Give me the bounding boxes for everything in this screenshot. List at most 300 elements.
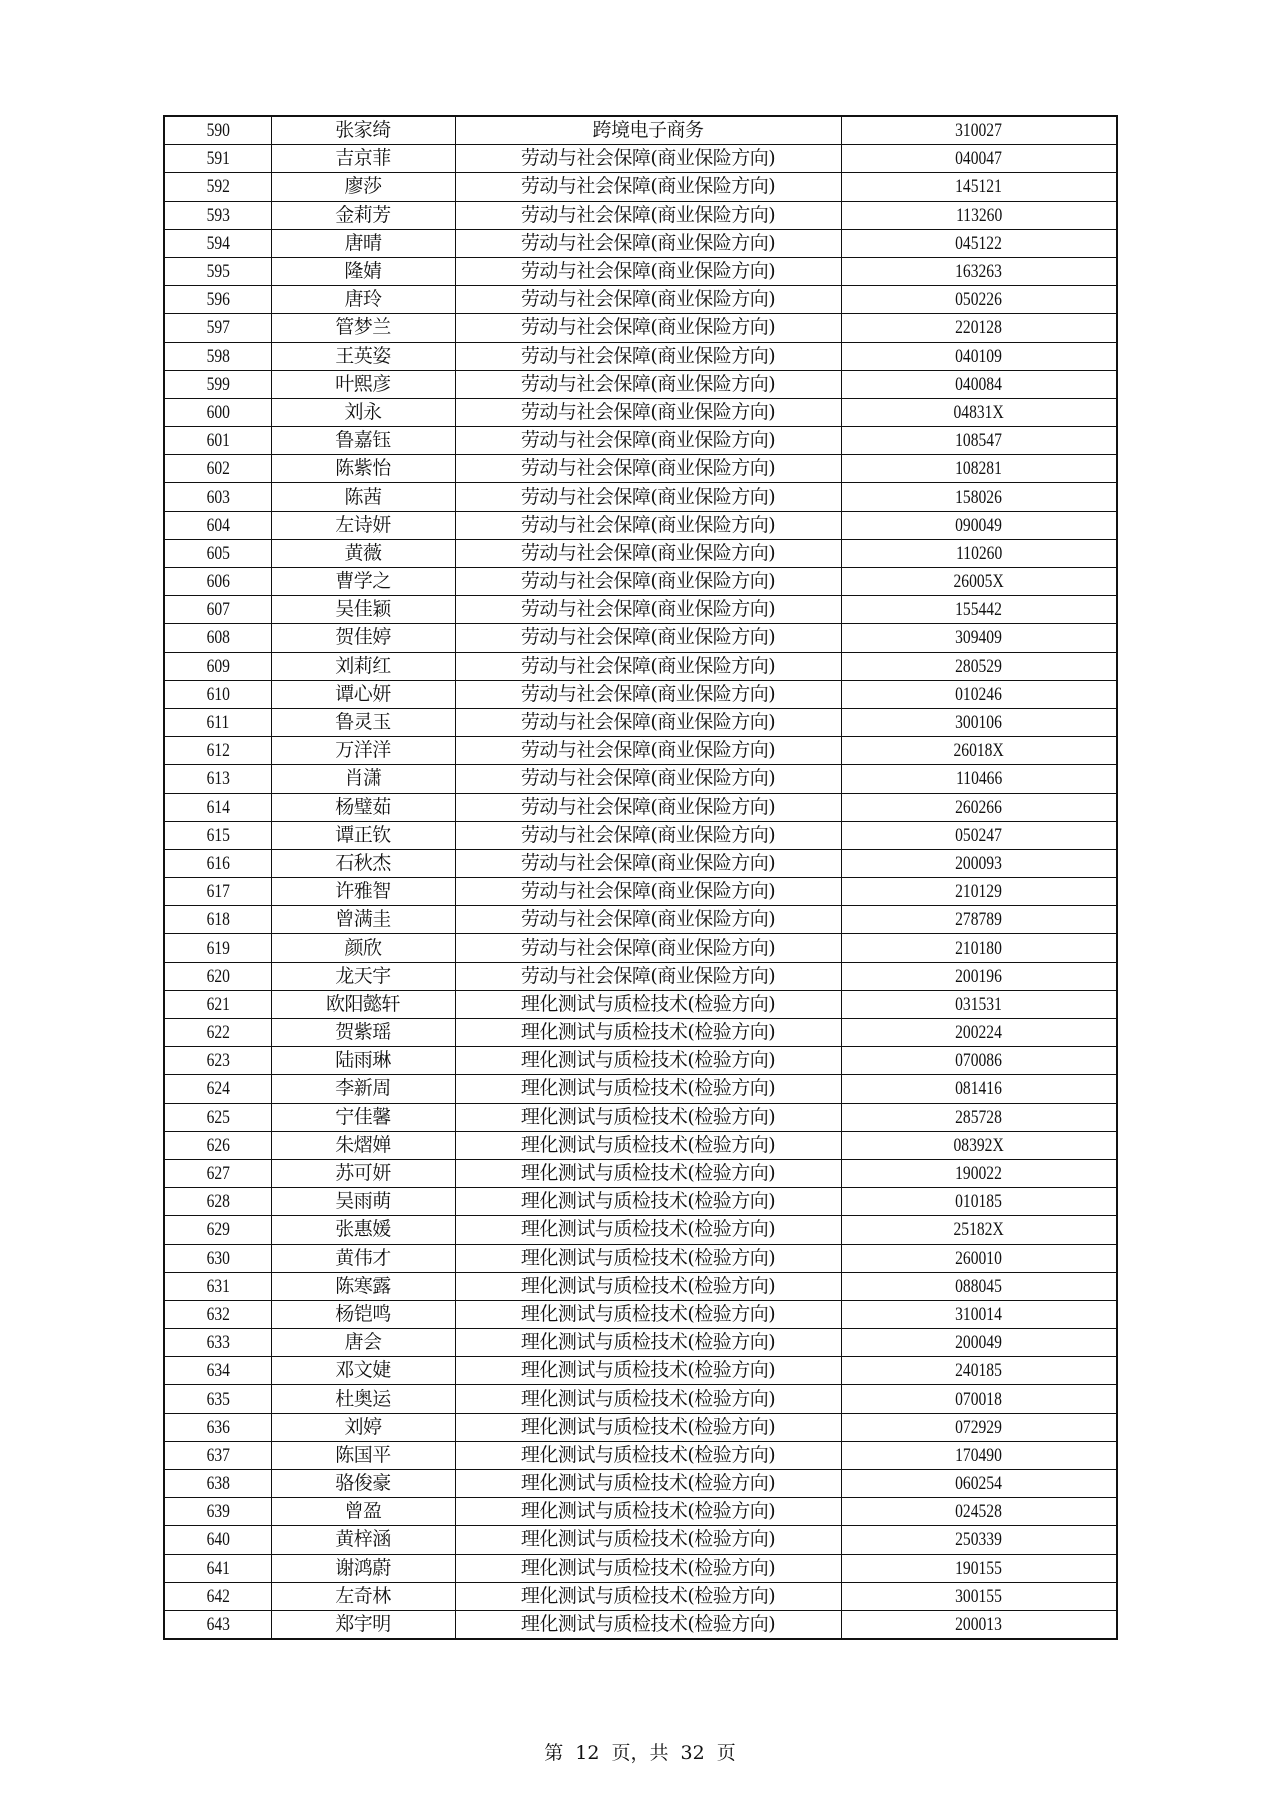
row-number-cell-text: 632 — [206, 1303, 230, 1325]
id-suffix-cell-text: 250339 — [955, 1529, 1003, 1551]
id-suffix-cell-text: 278789 — [955, 909, 1003, 931]
table-row — [164, 342, 1117, 370]
row-number-cell — [164, 1047, 271, 1075]
student-name-cell-text: 左奇林 — [335, 1584, 391, 1607]
row-number-cell-text: 614 — [206, 796, 230, 818]
major-cell — [455, 1554, 841, 1582]
row-number-cell-text: 618 — [206, 909, 230, 931]
student-name-cell-text: 陈紫怡 — [335, 457, 391, 480]
student-name-cell-text: 朱熠婵 — [335, 1133, 391, 1156]
major-cell — [455, 624, 841, 652]
student-name-cell-text: 刘婷 — [344, 1415, 382, 1438]
id-suffix-cell — [841, 1216, 1117, 1244]
student-name-cell-text: 吴雨萌 — [335, 1190, 391, 1213]
table-row — [164, 1526, 1117, 1554]
page-indicator: 第 12 页，共 32 页 — [544, 1742, 736, 1764]
row-number-cell-text: 591 — [206, 148, 230, 170]
id-suffix-cell-text: 260266 — [955, 796, 1003, 818]
major-cell-text: 理化测试与质检技术(检验方向) — [520, 1105, 776, 1128]
id-suffix-cell — [841, 1300, 1117, 1328]
major-cell — [455, 793, 841, 821]
id-suffix-cell-text: 200196 — [955, 965, 1003, 987]
id-suffix-cell — [841, 539, 1117, 567]
id-suffix-cell — [841, 286, 1117, 314]
student-name-cell-text: 隆婧 — [344, 260, 382, 283]
row-number-cell — [164, 1103, 271, 1131]
row-number-cell-text: 617 — [206, 881, 230, 903]
id-suffix-cell-text: 26018X — [953, 740, 1004, 762]
major-cell-text: 理化测试与质检技术(检验方向) — [520, 1246, 776, 1269]
major-cell — [455, 1300, 841, 1328]
major-cell-text: 劳动与社会保障(商业保险方向) — [520, 767, 776, 790]
row-number-cell-text: 623 — [206, 1050, 230, 1072]
id-suffix-cell — [841, 229, 1117, 257]
id-suffix-cell-text: 088045 — [955, 1275, 1003, 1297]
student-name-cell-text: 陈茜 — [344, 485, 382, 508]
row-number-cell-text: 602 — [206, 458, 230, 480]
row-number-cell-text: 597 — [206, 317, 230, 339]
major-cell-text: 劳动与社会保障(商业保险方向) — [520, 570, 776, 593]
student-name-cell — [271, 680, 455, 708]
id-suffix-cell — [841, 1188, 1117, 1216]
id-suffix-cell-text: 110466 — [955, 768, 1002, 790]
major-cell — [455, 878, 841, 906]
major-cell-text: 劳动与社会保障(商业保险方向) — [520, 936, 776, 959]
student-name-cell — [271, 934, 455, 962]
id-suffix-cell — [841, 1498, 1117, 1526]
id-suffix-cell-text: 070086 — [955, 1050, 1003, 1072]
major-cell-text: 劳动与社会保障(商业保险方向) — [520, 851, 776, 874]
id-suffix-cell-text: 155442 — [955, 599, 1003, 621]
id-suffix-cell-text: 240185 — [955, 1360, 1003, 1382]
id-suffix-cell — [841, 116, 1117, 145]
row-number-cell — [164, 455, 271, 483]
student-name-cell — [271, 1498, 455, 1526]
student-name-cell — [271, 511, 455, 539]
major-cell — [455, 1498, 841, 1526]
id-suffix-cell-text: 081416 — [955, 1078, 1003, 1100]
student-name-cell — [271, 286, 455, 314]
id-suffix-cell-text: 040084 — [955, 373, 1003, 395]
student-name-cell-text: 杜奥运 — [335, 1387, 391, 1410]
table-row — [164, 1159, 1117, 1187]
major-cell — [455, 539, 841, 567]
id-suffix-cell — [841, 765, 1117, 793]
student-name-cell — [271, 116, 455, 145]
table-row — [164, 398, 1117, 426]
major-cell-text: 劳动与社会保障(商业保险方向) — [520, 908, 776, 931]
row-number-cell-text: 627 — [206, 1163, 230, 1185]
id-suffix-cell — [841, 1582, 1117, 1610]
row-number-cell-text: 595 — [206, 261, 230, 283]
major-cell-text: 劳动与社会保障(商业保险方向) — [520, 372, 776, 395]
row-number-cell-text: 606 — [206, 571, 230, 593]
student-name-cell — [271, 539, 455, 567]
student-name-cell — [271, 765, 455, 793]
student-name-cell — [271, 398, 455, 426]
student-name-cell-text: 黄伟才 — [335, 1246, 391, 1269]
student-name-cell-text: 颜欣 — [344, 936, 382, 959]
major-cell — [455, 1329, 841, 1357]
id-suffix-cell — [841, 455, 1117, 483]
id-suffix-cell-text: 060254 — [955, 1473, 1003, 1495]
id-suffix-cell-text: 200013 — [955, 1614, 1003, 1636]
major-cell — [455, 229, 841, 257]
id-suffix-cell-text: 310027 — [955, 120, 1003, 142]
id-suffix-cell-text: 040047 — [955, 148, 1003, 170]
id-suffix-cell-text: 024528 — [955, 1501, 1003, 1523]
major-cell-text: 理化测试与质检技术(检验方向) — [520, 1528, 776, 1551]
major-cell-text: 劳动与社会保障(商业保险方向) — [520, 175, 776, 198]
row-number-cell — [164, 568, 271, 596]
student-name-cell-text: 骆俊豪 — [335, 1472, 391, 1495]
major-cell — [455, 568, 841, 596]
id-suffix-cell — [841, 1159, 1117, 1187]
major-cell-text: 理化测试与质检技术(检验方向) — [520, 992, 776, 1015]
row-number-cell — [164, 906, 271, 934]
student-name-cell — [271, 1159, 455, 1187]
student-name-cell-text: 谭心妍 — [335, 682, 391, 705]
row-number-cell — [164, 1554, 271, 1582]
table-row — [164, 990, 1117, 1018]
student-name-cell — [271, 821, 455, 849]
table-row — [164, 1188, 1117, 1216]
row-number-cell-text: 622 — [206, 1022, 230, 1044]
row-number-cell — [164, 624, 271, 652]
table-row — [164, 878, 1117, 906]
student-name-cell — [271, 1272, 455, 1300]
row-number-cell-text: 635 — [206, 1388, 230, 1410]
row-number-cell-text: 611 — [206, 712, 230, 734]
id-suffix-cell — [841, 1272, 1117, 1300]
student-name-cell-text: 欧阳懿轩 — [325, 992, 400, 1015]
student-name-cell — [271, 1216, 455, 1244]
row-number-cell — [164, 1470, 271, 1498]
student-name-cell-text: 陈国平 — [335, 1443, 391, 1466]
student-name-cell-text: 苏可妍 — [335, 1162, 391, 1185]
row-number-cell — [164, 1244, 271, 1272]
student-name-cell-text: 宁佳馨 — [335, 1105, 391, 1128]
major-cell-text: 理化测试与质检技术(检验方向) — [520, 1415, 776, 1438]
id-suffix-cell — [841, 680, 1117, 708]
student-name-cell — [271, 229, 455, 257]
row-number-cell — [164, 849, 271, 877]
id-suffix-cell-text: 300155 — [955, 1585, 1003, 1607]
row-number-cell — [164, 116, 271, 145]
major-cell-text: 劳动与社会保障(商业保险方向) — [520, 457, 776, 480]
major-cell-text: 理化测试与质检技术(检验方向) — [520, 1500, 776, 1523]
table-row — [164, 1019, 1117, 1047]
id-suffix-cell — [841, 1413, 1117, 1441]
major-cell-text: 理化测试与质检技术(检验方向) — [520, 1190, 776, 1213]
id-suffix-cell-text: 158026 — [955, 486, 1003, 508]
row-number-cell — [164, 1131, 271, 1159]
id-suffix-cell — [841, 737, 1117, 765]
major-cell-text: 劳动与社会保障(商业保险方向) — [520, 711, 776, 734]
student-name-cell — [271, 624, 455, 652]
row-number-cell — [164, 1019, 271, 1047]
student-name-cell-text: 陈寒露 — [335, 1274, 391, 1297]
student-name-cell — [271, 1582, 455, 1610]
id-suffix-cell-text: 190022 — [955, 1163, 1003, 1185]
id-suffix-cell — [841, 990, 1117, 1018]
table-row — [164, 1470, 1117, 1498]
id-suffix-cell-text: 210180 — [955, 937, 1003, 959]
table-row — [164, 849, 1117, 877]
row-number-cell-text: 640 — [206, 1529, 230, 1551]
table-row — [164, 483, 1117, 511]
id-suffix-cell-text: 072929 — [955, 1416, 1003, 1438]
row-number-cell-text: 631 — [206, 1275, 230, 1297]
id-suffix-cell-text: 010246 — [955, 683, 1003, 705]
major-cell — [455, 370, 841, 398]
major-cell-text: 劳动与社会保障(商业保险方向) — [520, 823, 776, 846]
student-name-cell — [271, 1357, 455, 1385]
table-row — [164, 145, 1117, 173]
row-number-cell — [164, 680, 271, 708]
student-name-cell-text: 贺紫瑶 — [335, 1021, 391, 1044]
major-cell — [455, 1216, 841, 1244]
major-cell-text: 理化测试与质检技术(检验方向) — [520, 1472, 776, 1495]
student-name-cell-text: 黄薇 — [344, 541, 382, 564]
row-number-cell-text: 630 — [206, 1247, 230, 1269]
id-suffix-cell — [841, 314, 1117, 342]
table-row — [164, 1554, 1117, 1582]
table-row — [164, 173, 1117, 201]
id-suffix-cell-text: 310014 — [955, 1303, 1003, 1325]
row-number-cell — [164, 934, 271, 962]
table-row — [164, 1357, 1117, 1385]
major-cell — [455, 1357, 841, 1385]
student-name-cell-text: 鲁灵玉 — [335, 711, 391, 734]
id-suffix-cell-text: 090049 — [955, 514, 1003, 536]
student-name-cell-text: 谢鸿蔚 — [335, 1556, 391, 1579]
major-cell-text: 理化测试与质检技术(检验方向) — [520, 1218, 776, 1241]
row-number-cell — [164, 398, 271, 426]
id-suffix-cell — [841, 1075, 1117, 1103]
row-number-cell-text: 607 — [206, 599, 230, 621]
row-number-cell — [164, 229, 271, 257]
student-name-cell — [271, 1526, 455, 1554]
table-row — [164, 1272, 1117, 1300]
major-cell-text: 劳动与社会保障(商业保险方向) — [520, 429, 776, 452]
major-cell — [455, 145, 841, 173]
major-cell — [455, 1019, 841, 1047]
student-name-cell-text: 刘永 — [344, 400, 382, 423]
major-cell-text: 劳动与社会保障(商业保险方向) — [520, 147, 776, 170]
id-suffix-cell — [841, 1441, 1117, 1469]
major-cell — [455, 708, 841, 736]
row-number-cell-text: 642 — [206, 1585, 230, 1607]
row-number-cell-text: 593 — [206, 204, 230, 226]
major-cell-text: 劳动与社会保障(商业保险方向) — [520, 682, 776, 705]
row-number-cell-text: 594 — [206, 232, 230, 254]
major-cell — [455, 1413, 841, 1441]
row-number-cell — [164, 1441, 271, 1469]
student-name-cell-text: 金莉芳 — [335, 203, 391, 226]
student-name-cell — [271, 1075, 455, 1103]
row-number-cell — [164, 1329, 271, 1357]
major-cell — [455, 116, 841, 145]
major-cell — [455, 1131, 841, 1159]
table-row — [164, 229, 1117, 257]
major-cell-text: 理化测试与质检技术(检验方向) — [520, 1302, 776, 1325]
major-cell-text: 理化测试与质检技术(检验方向) — [520, 1556, 776, 1579]
major-cell — [455, 1103, 841, 1131]
major-cell — [455, 934, 841, 962]
student-name-cell-text: 刘莉红 — [335, 654, 391, 677]
major-cell — [455, 455, 841, 483]
student-name-cell — [271, 1019, 455, 1047]
major-cell — [455, 906, 841, 934]
major-cell — [455, 1526, 841, 1554]
student-name-cell — [271, 849, 455, 877]
major-cell — [455, 765, 841, 793]
major-cell-text: 劳动与社会保障(商业保险方向) — [520, 795, 776, 818]
row-number-cell — [164, 342, 271, 370]
major-cell-text: 理化测试与质检技术(检验方向) — [520, 1443, 776, 1466]
row-number-cell-text: 616 — [206, 852, 230, 874]
student-name-cell-text: 张惠媛 — [335, 1218, 391, 1241]
student-name-cell — [271, 878, 455, 906]
table-row — [164, 1610, 1117, 1639]
major-cell-text: 劳动与社会保障(商业保险方向) — [520, 513, 776, 536]
table-row — [164, 1329, 1117, 1357]
id-suffix-cell-text: 285728 — [955, 1106, 1003, 1128]
id-suffix-cell-text: 163263 — [955, 261, 1003, 283]
row-number-cell-text: 604 — [206, 514, 230, 536]
table-row — [164, 1385, 1117, 1413]
row-number-cell-text: 643 — [206, 1614, 230, 1636]
row-number-cell-text: 620 — [206, 965, 230, 987]
id-suffix-cell — [841, 596, 1117, 624]
major-cell-text: 理化测试与质检技术(检验方向) — [520, 1359, 776, 1382]
id-suffix-cell-text: 280529 — [955, 655, 1003, 677]
major-cell — [455, 398, 841, 426]
id-suffix-cell-text: 210129 — [955, 881, 1003, 903]
major-cell-text: 劳动与社会保障(商业保险方向) — [520, 485, 776, 508]
id-suffix-cell — [841, 652, 1117, 680]
major-cell-text: 理化测试与质检技术(检验方向) — [520, 1077, 776, 1100]
major-cell-text: 跨境电子商务 — [592, 119, 704, 142]
row-number-cell — [164, 145, 271, 173]
row-number-cell — [164, 201, 271, 229]
id-suffix-cell — [841, 906, 1117, 934]
major-cell — [455, 483, 841, 511]
row-number-cell — [164, 1498, 271, 1526]
major-cell-text: 理化测试与质检技术(检验方向) — [520, 1133, 776, 1156]
row-number-cell — [164, 483, 271, 511]
row-number-cell — [164, 1582, 271, 1610]
student-name-cell-text: 石秋杰 — [335, 851, 391, 874]
student-name-cell — [271, 708, 455, 736]
table-row — [164, 596, 1117, 624]
major-cell-text: 劳动与社会保障(商业保险方向) — [520, 880, 776, 903]
major-cell-text: 劳动与社会保障(商业保险方向) — [520, 203, 776, 226]
row-number-cell — [164, 1413, 271, 1441]
table-row — [164, 455, 1117, 483]
id-suffix-cell-text: 200049 — [955, 1332, 1003, 1354]
row-number-cell-text: 634 — [206, 1360, 230, 1382]
id-suffix-cell — [841, 568, 1117, 596]
student-name-cell — [271, 1103, 455, 1131]
table-row — [164, 1075, 1117, 1103]
major-cell — [455, 652, 841, 680]
table-row — [164, 201, 1117, 229]
table-row — [164, 934, 1117, 962]
student-name-cell-text: 唐晴 — [344, 231, 382, 254]
major-cell-text: 劳动与社会保障(商业保险方向) — [520, 316, 776, 339]
id-suffix-cell — [841, 1047, 1117, 1075]
row-number-cell-text: 625 — [206, 1106, 230, 1128]
major-cell — [455, 511, 841, 539]
table-row — [164, 1244, 1117, 1272]
id-suffix-cell — [841, 398, 1117, 426]
student-name-cell-text: 万洋洋 — [335, 739, 391, 762]
id-suffix-cell — [841, 511, 1117, 539]
page-footer — [0, 1738, 1280, 1765]
student-name-cell — [271, 737, 455, 765]
row-number-cell-text: 621 — [206, 993, 230, 1015]
row-number-cell — [164, 737, 271, 765]
id-suffix-cell-text: 050226 — [955, 289, 1003, 311]
row-number-cell — [164, 708, 271, 736]
major-cell-text: 劳动与社会保障(商业保险方向) — [520, 598, 776, 621]
major-cell — [455, 1272, 841, 1300]
student-roster-table — [163, 115, 1118, 1640]
major-cell-text: 劳动与社会保障(商业保险方向) — [520, 344, 776, 367]
student-name-cell — [271, 1244, 455, 1272]
table-row — [164, 793, 1117, 821]
major-cell — [455, 1075, 841, 1103]
row-number-cell-text: 592 — [206, 176, 230, 198]
table-row — [164, 906, 1117, 934]
student-name-cell — [271, 1047, 455, 1075]
student-name-cell — [271, 201, 455, 229]
id-suffix-cell — [841, 849, 1117, 877]
row-number-cell-text: 636 — [206, 1416, 230, 1438]
major-cell-text: 理化测试与质检技术(检验方向) — [520, 1162, 776, 1185]
id-suffix-cell-text: 220128 — [955, 317, 1003, 339]
major-cell-text: 劳动与社会保障(商业保险方向) — [520, 231, 776, 254]
id-suffix-cell — [841, 878, 1117, 906]
student-name-cell — [271, 652, 455, 680]
row-number-cell — [164, 765, 271, 793]
row-number-cell — [164, 878, 271, 906]
student-name-cell-text: 谭正钦 — [335, 823, 391, 846]
student-name-cell — [271, 1385, 455, 1413]
student-name-cell — [271, 370, 455, 398]
id-suffix-cell — [841, 173, 1117, 201]
student-name-cell — [271, 173, 455, 201]
row-number-cell-text: 603 — [206, 486, 230, 508]
table-row — [164, 1047, 1117, 1075]
row-number-cell-text: 637 — [206, 1444, 230, 1466]
table-row — [164, 1103, 1117, 1131]
id-suffix-cell-text: 260010 — [955, 1247, 1003, 1269]
id-suffix-cell — [841, 1357, 1117, 1385]
id-suffix-cell-text: 300106 — [955, 712, 1003, 734]
student-name-cell-text: 廖莎 — [344, 175, 382, 198]
major-cell — [455, 1610, 841, 1639]
student-name-cell — [271, 990, 455, 1018]
major-cell-text: 劳动与社会保障(商业保险方向) — [520, 739, 776, 762]
major-cell-text: 理化测试与质检技术(检验方向) — [520, 1049, 776, 1072]
student-name-cell-text: 肖潇 — [344, 767, 382, 790]
id-suffix-cell-text: 010185 — [955, 1191, 1003, 1213]
row-number-cell-text: 638 — [206, 1473, 230, 1495]
row-number-cell-text: 626 — [206, 1134, 230, 1156]
